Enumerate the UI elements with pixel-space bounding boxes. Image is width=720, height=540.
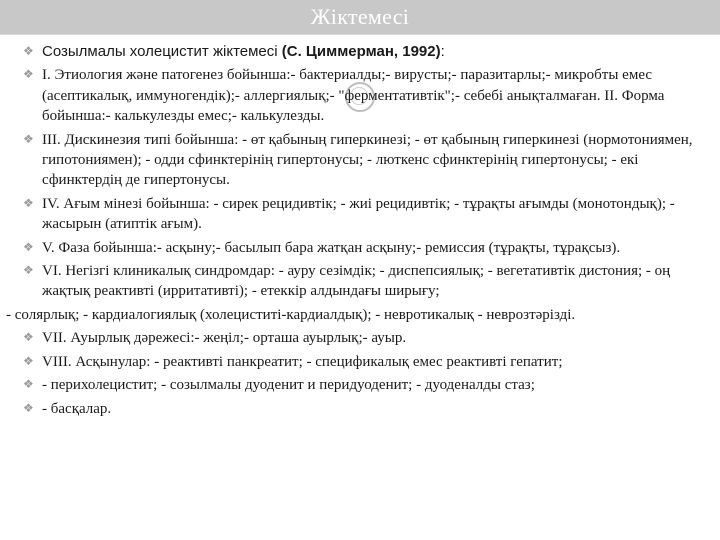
list-item [22, 399, 702, 419]
list-continuation-text: - солярлық; - кардиалогиялық (холециститі-кардиалдық); - невротикалық - неврозтәрізді. [6, 306, 576, 323]
bullet-icon: ❖ [23, 131, 34, 146]
list-item-text: І. Этиология және патогенез бойынша:- бактериалды;- вирусты;- паразитарлы;- микробты емес (асептикалық, иммуногендік);- аллергиялық;- "ферментативтік";- себебі анықталмаған. ІІ. Форма бойынша:- калькулезды емес;- калькулезды. [42, 67, 665, 125]
header-prefix: Созылмалы холецистит жіктемесі [42, 43, 282, 60]
list-item [22, 65, 702, 126]
list-item [22, 352, 702, 372]
bullet-icon: ❖ [23, 195, 34, 210]
list-item [22, 238, 702, 258]
list-item-text: ІІІ. Дискинезия типі бойынша: - өт қабының гиперкинезі; - өт қабының гиперкинезі (нормотониямен, гипотониямен); - одди сфинктерінің гипертонусы; - люткенс сфинктерінің гипертонусы; - екі сфинктердің де гипертонусы. [42, 131, 693, 189]
list-item-text: IV. Ағым мінезі бойынша: - сирек рецидивтік; - жиі рецидивтік; - тұрақты ағымды (монотондық); - жасырын (атиптік ағым). [42, 195, 675, 233]
slide-title: Жіктемесі [0, 0, 720, 34]
list-item [22, 328, 702, 348]
bullet-icon: ❖ [23, 353, 34, 368]
list-item-text: VII. Ауырлық дәрежесі:- жеңіл;- орташа ауырлық;- ауыр. [42, 330, 407, 347]
list-item [22, 375, 702, 395]
list-item-text: VI. Негізгі клиникалық синдромдар: - ауру сезімдік; - диспепсиялық; - вегетативтік дистония; - оң жақтық реактивті (ирритативті); - етеккір алдындағы ширығу; [42, 263, 671, 300]
list-continuation [6, 305, 702, 325]
bullet-icon: ❖ [23, 67, 34, 82]
bullet-icon: ❖ [23, 377, 34, 392]
header-suffix: : [440, 43, 445, 60]
bullet-icon: ❖ [23, 263, 34, 278]
bullet-icon: ❖ [23, 239, 34, 254]
bullet-icon: ❖ [23, 44, 34, 58]
list-item-text: - басқалар. [42, 400, 112, 417]
bullet-icon: ❖ [23, 330, 34, 345]
list-item-text: V. Фаза бойынша:- асқыну;- басылып бара жатқан асқыну;- ремиссия (тұрақты, тұрақсыз). [42, 239, 621, 256]
list-item-header [22, 42, 702, 62]
list-item [22, 261, 702, 302]
list-item-text: - перихолецистит; - созылмалы дуоденит и перидуоденит; - дуоденалды стаз; [42, 377, 535, 394]
bullet-icon: ❖ [23, 400, 34, 415]
header-bold: (С. Циммерман, 1992) [281, 43, 441, 60]
content-list [6, 42, 702, 422]
list-item [22, 130, 702, 191]
list-item [22, 194, 702, 235]
list-item-text: VIII. Асқынулар: - реактивті панкреатит; - спецификалық емес реактивті гепатит; [42, 353, 563, 370]
